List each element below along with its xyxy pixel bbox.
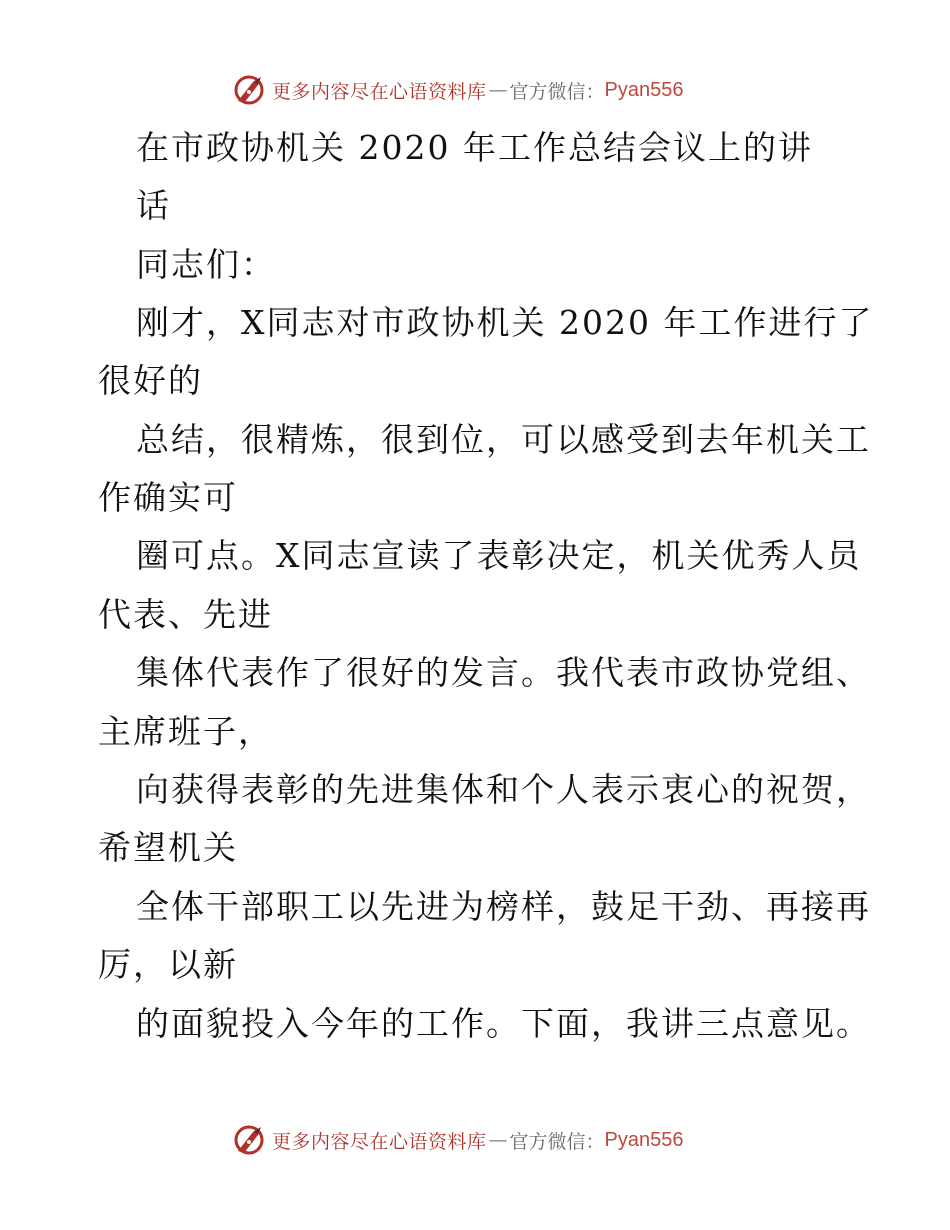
pen-nib-logo-icon xyxy=(232,73,266,107)
doc-line: 很好的 xyxy=(98,361,203,400)
doc-salutation: 同志们： xyxy=(136,245,276,284)
doc-line: 的面貌投入今年的工作。下面，我讲三点意见。 xyxy=(136,1004,871,1043)
header-wechat-id: Pyan556 xyxy=(604,78,684,101)
doc-line: 主席班子， xyxy=(98,712,273,751)
doc-line: 代表、先进 xyxy=(98,595,273,634)
doc-line: 厉，以新 xyxy=(98,945,238,984)
header-banner-text: 更多内容尽在心语资料库 xyxy=(272,80,487,103)
header-banner xyxy=(232,72,684,108)
doc-line: 总结，很精炼，很到位，可以感受到去年机关工 xyxy=(136,420,871,459)
footer-banner-text: 更多内容尽在心语资料库 xyxy=(272,1130,487,1153)
doc-line: 希望机关 xyxy=(98,828,238,867)
doc-line: 全体干部职工以先进为榜样，鼓足干劲、再接再 xyxy=(136,887,871,926)
doc-title-line-2: 话 xyxy=(136,186,171,225)
footer-wechat-id: Pyan556 xyxy=(604,1128,684,1151)
doc-title-line-1: 在市政协机关 2020 年工作总结会议上的讲 xyxy=(136,128,813,167)
doc-line: 向获得表彰的先进集体和个人表示衷心的祝贺， xyxy=(136,770,871,809)
doc-line: 集体代表作了很好的发言。我代表市政协党组、 xyxy=(136,653,871,692)
footer-wechat-label: 官方微信： xyxy=(509,1130,605,1153)
header-wechat-label: 官方微信： xyxy=(509,80,605,103)
footer-banner-separator: — xyxy=(488,1129,508,1151)
pen-nib-logo-icon xyxy=(232,1123,266,1157)
doc-line: 刚才，X同志对市政协机关 2020 年工作进行了 xyxy=(136,303,874,342)
doc-line: 作确实可 xyxy=(98,478,238,517)
footer-banner xyxy=(232,1122,684,1158)
header-banner-separator: — xyxy=(488,79,508,101)
doc-line: 圈可点。X同志宣读了表彰决定，机关优秀人员 xyxy=(136,536,862,575)
